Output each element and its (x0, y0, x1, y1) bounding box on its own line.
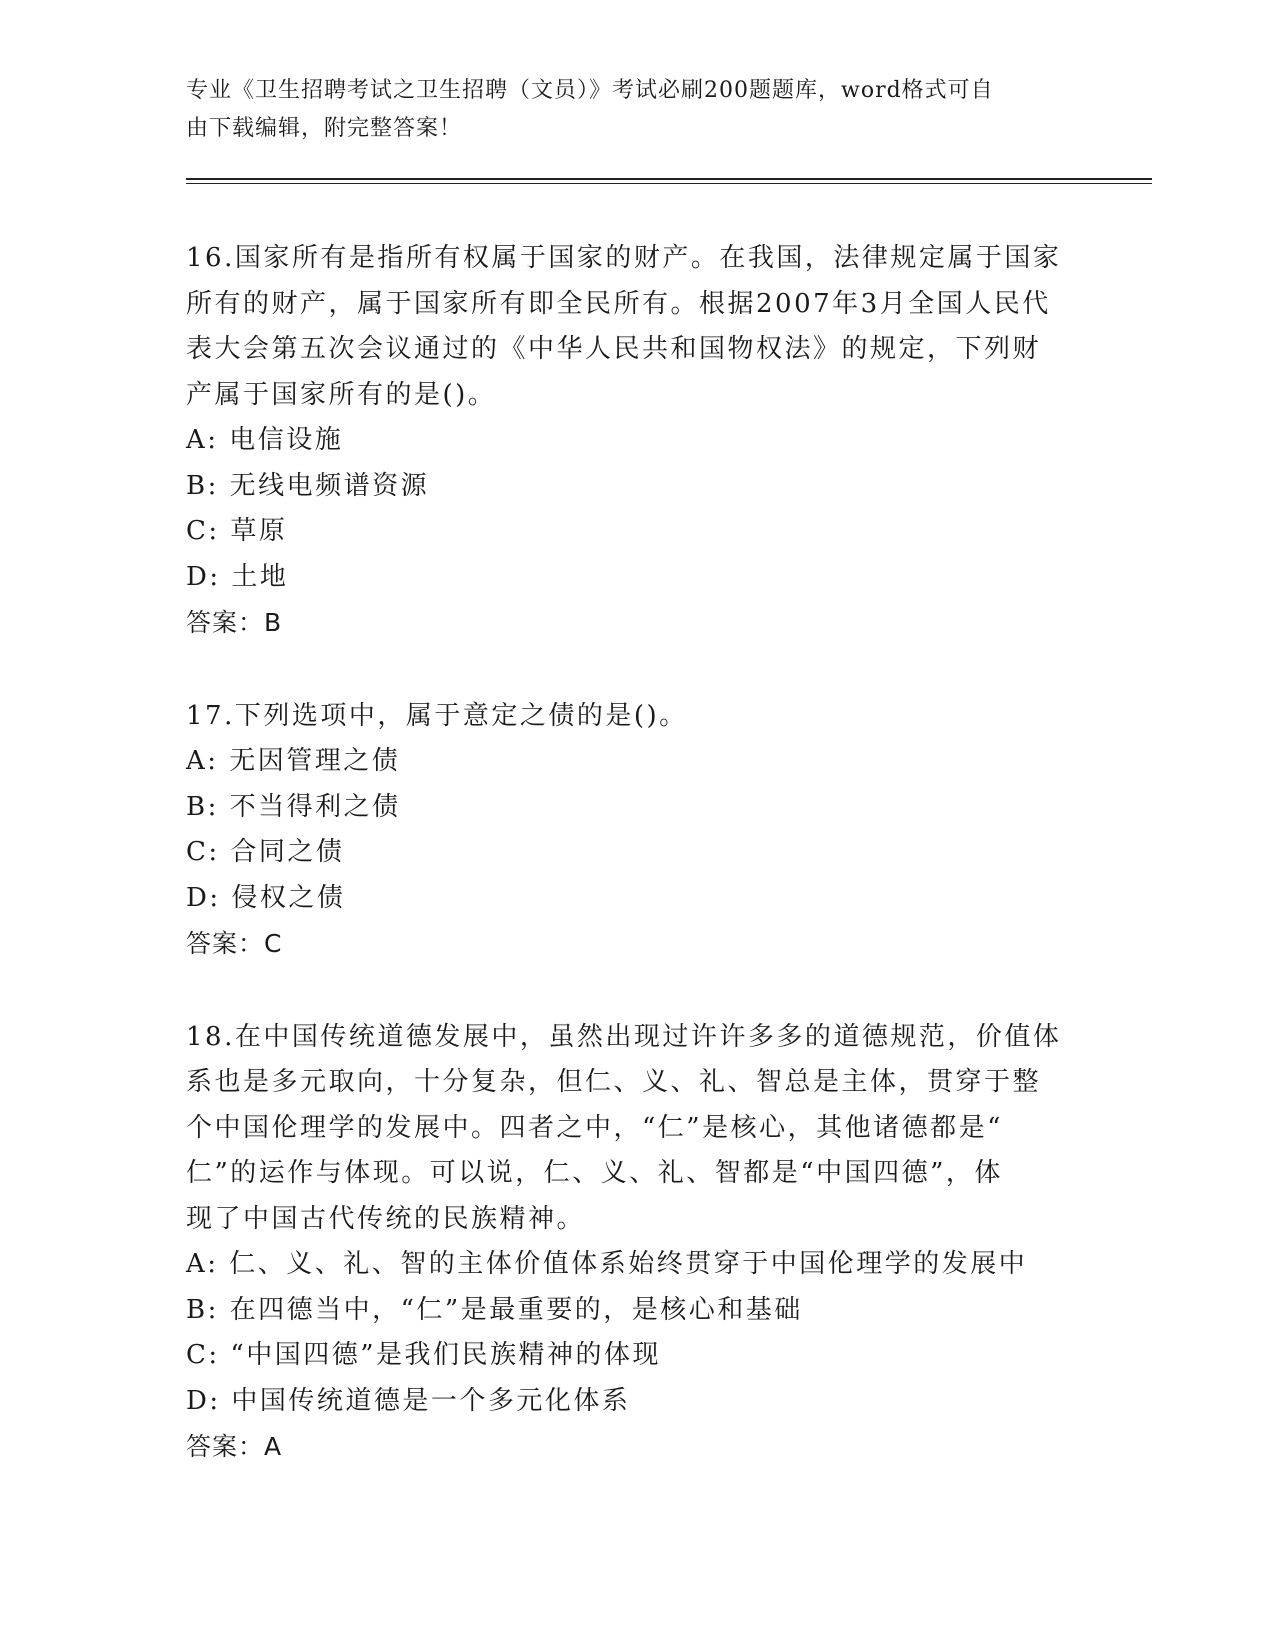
document-header (186, 72, 1066, 148)
option-c: C: “中国四德”是我们民族精神的体现 (186, 1340, 662, 1370)
option-d: D: 中国传统道德是一个多元化体系 (186, 1385, 631, 1416)
option-a: A: 仁、义、礼、智的主体价值体系始终贯穿于中国伦理学的发展中 (186, 1249, 1028, 1279)
option-a: A: 电信设施 (186, 425, 344, 455)
question-stem (186, 694, 1086, 740)
question-18 (186, 1015, 1086, 1470)
answer-line: 答案：B (186, 608, 283, 637)
question-stem (186, 236, 1086, 418)
question-list (186, 236, 1086, 1518)
header-divider (186, 178, 1152, 180)
answer-line: 答案：C (186, 929, 283, 958)
stem-line: 个中国伦理学的发展中。四者之中，“仁”是核心，其他诸德都是“ (186, 1112, 1003, 1143)
option-b: B: 无线电频谱资源 (186, 470, 430, 501)
stem-line: 表大会第五次会议通过的《中华人民共和国物权法》的规定，下列财 (186, 334, 1042, 364)
option-c: C: 草原 (186, 516, 288, 546)
stem-line: 18.在中国传统道德发展中，虽然出现过许许多多的道德规范，价值体 (186, 1021, 1062, 1052)
option-b: B: 不当得利之债 (186, 791, 401, 822)
option-c: C: 合同之债 (186, 837, 345, 867)
stem-line: 16.国家所有是指所有权属于国家的财产。在我国，法律规定属于国家 (186, 243, 1062, 273)
answer-line: 答案：A (186, 1432, 283, 1461)
header-line: 由下载编辑，附完整答案！ (186, 116, 463, 141)
question-17 (186, 694, 1086, 967)
question-16 (186, 236, 1086, 646)
option-b: B: 在四德当中，“仁”是最重要的，是核心和基础 (186, 1294, 803, 1325)
header-divider (186, 183, 1152, 184)
question-stem (186, 1015, 1086, 1243)
option-d: D: 土地 (186, 561, 289, 592)
stem-line: 所有的财产，属于国家所有即全民所有。根据2007年3月全国人民代 (186, 288, 1051, 319)
option-a: A: 无因管理之债 (186, 746, 401, 776)
stem-line: 仁”的运作与体现。可以说，仁、义、礼、智都是“中国四德”，体 (186, 1158, 1003, 1188)
stem-line: 现了中国古代传统的民族精神。 (186, 1203, 586, 1234)
header-line: 专业《卫生招聘考试之卫生招聘（文员）》考试必刷200题题库，word格式可自 (186, 78, 994, 103)
option-d: D: 侵权之债 (186, 882, 346, 913)
stem-line: 系也是多元取向，十分复杂，但仁、义、礼、智总是主体，贯穿于整 (186, 1067, 1042, 1097)
stem-line: 产属于国家所有的是()。 (186, 379, 497, 410)
stem-line: 17.下列选项中，属于意定之债的是()。 (186, 700, 688, 731)
